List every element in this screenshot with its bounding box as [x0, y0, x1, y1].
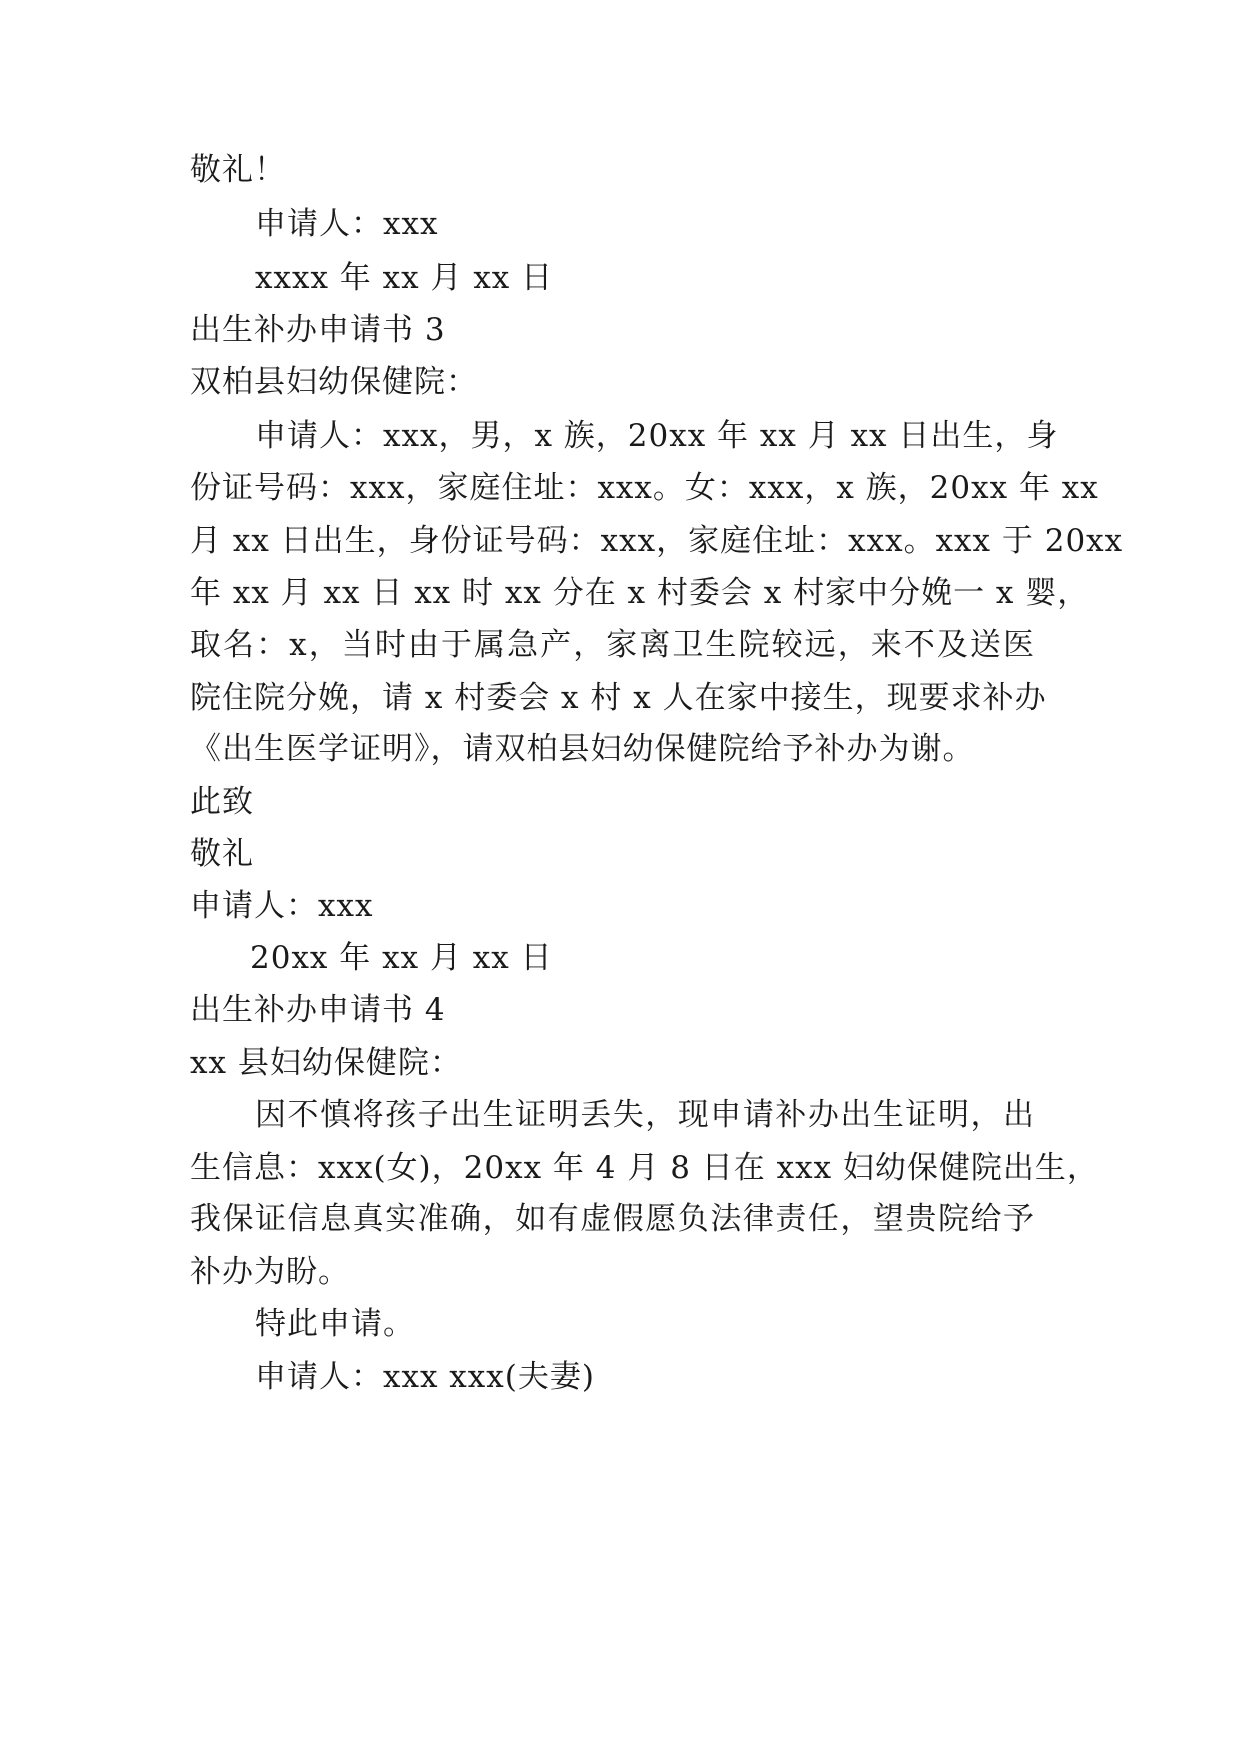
body-paragraph-line: 申请人：xxx，男，x 族，20xx 年 xx 月 xx 日出生，身	[255, 418, 1059, 454]
body-paragraph-line: 年 xx 月 xx 日 xx 时 xx 分在 x 村委会 x 村家中分娩一 x 婴，	[190, 575, 1090, 611]
closing-phrase: 此致	[190, 784, 254, 820]
body-paragraph-line: 份证号码：xxx，家庭住址：xxx。女：xxx，x 族，20xx 年 xx	[190, 470, 1099, 506]
applicant-signature: 申请人：xxx	[190, 888, 374, 924]
body-paragraph-line: 因不慎将孩子出生证明丢失，现申请补办出生证明，出	[255, 1097, 1035, 1133]
body-paragraph-line: 取名：x，当时由于属急产，家离卫生院较远，来不及送医	[190, 627, 1035, 663]
recipient-line: 双柏县妇幼保健院：	[190, 364, 478, 400]
request-statement: 特此申请。	[255, 1306, 415, 1342]
closing-salutation: 敬礼！	[190, 152, 286, 188]
body-paragraph-line: 生信息：xxx(女)，20xx 年 4 月 8 日在 xxx 妇幼保健院出生，	[190, 1150, 1099, 1186]
recipient-line: xx 县妇幼保健院：	[190, 1045, 462, 1081]
applicant-signature: 申请人：xxx	[255, 206, 439, 242]
closing-salutation: 敬礼	[190, 836, 254, 872]
signature-date: 20xx 年 xx 月 xx 日	[250, 940, 553, 976]
body-paragraph-line: 院住院分娩，请 x 村委会 x 村 x 人在家中接生，现要求补办	[190, 680, 1047, 716]
section-heading-4: 出生补办申请书 4	[190, 992, 446, 1028]
body-paragraph-line: 补办为盼。	[190, 1254, 350, 1290]
body-paragraph-line: 《出生医学证明》，请双柏县妇幼保健院给予补办为谢。	[190, 731, 975, 767]
body-paragraph-line: 我保证信息真实准确，如有虚假愿负法律责任，望贵院给予	[190, 1201, 1035, 1237]
signature-date: xxxx 年 xx 月 xx 日	[255, 260, 554, 296]
applicant-signature: 申请人：xxx xxx(夫妻)	[255, 1359, 595, 1395]
section-heading-3: 出生补办申请书 3	[190, 312, 446, 348]
body-paragraph-line: 月 xx 日出生，身份证号码：xxx，家庭住址：xxx。xxx 于 20xx	[190, 523, 1124, 559]
